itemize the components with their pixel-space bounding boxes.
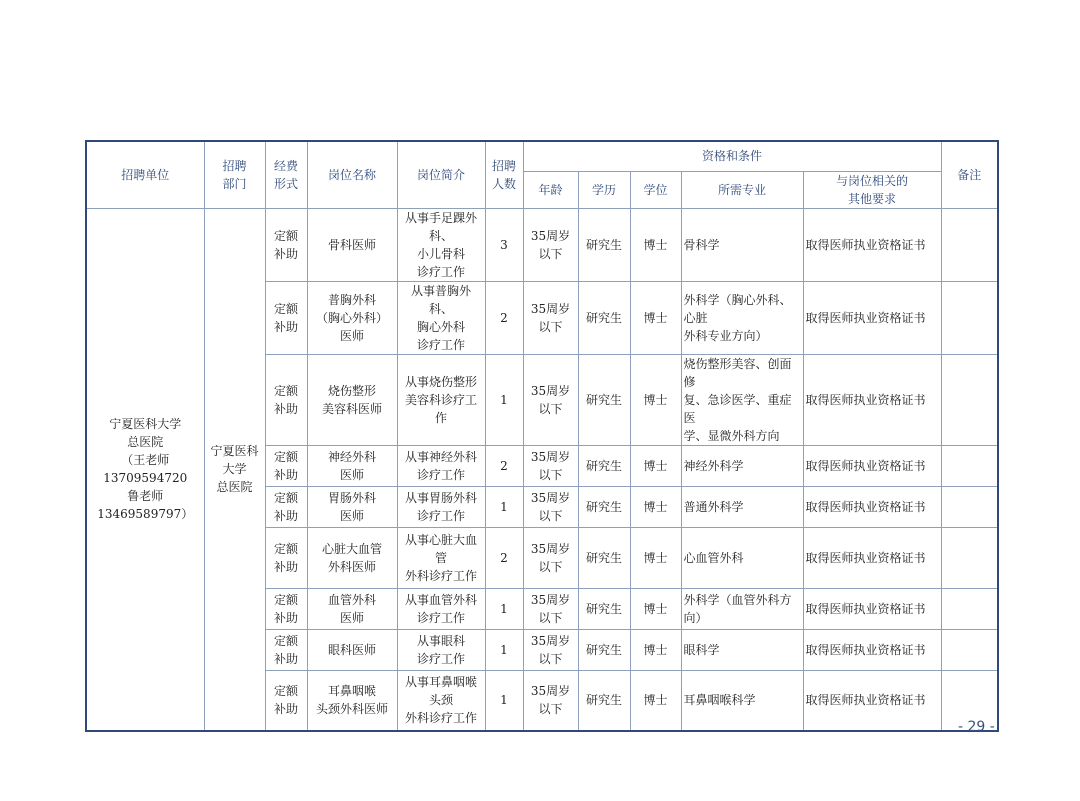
- post-desc-cell: 从事眼科 诊疗工作: [397, 629, 485, 670]
- funding-cell: 定额 补助: [265, 527, 307, 588]
- header-unit: 招聘单位: [86, 141, 204, 208]
- funding-cell: 定额 补助: [265, 208, 307, 281]
- header-post-desc: 岗位简介: [397, 141, 485, 208]
- header-other: 与岗位相关的 其他要求: [803, 171, 941, 208]
- major-cell: 心血管外科: [681, 527, 803, 588]
- other-req-cell: 取得医师执业资格证书: [803, 486, 941, 527]
- education-cell: 研究生: [578, 588, 630, 629]
- other-req-cell: 取得医师执业资格证书: [803, 527, 941, 588]
- degree-cell: 博士: [630, 588, 681, 629]
- education-cell: 研究生: [578, 445, 630, 486]
- count-cell: 1: [485, 588, 523, 629]
- major-cell: 烧伤整形美容、创面修 复、急诊医学、重症医 学、显微外科方向: [681, 354, 803, 445]
- funding-cell: 定额 补助: [265, 629, 307, 670]
- funding-cell: 定额 补助: [265, 670, 307, 731]
- count-cell: 2: [485, 281, 523, 354]
- education-cell: 研究生: [578, 527, 630, 588]
- other-req-cell: 取得医师执业资格证书: [803, 208, 941, 281]
- post-name-cell: 血管外科 医师: [307, 588, 397, 629]
- remark-cell: [941, 354, 998, 445]
- post-name-cell: 烧伤整形 美容科医师: [307, 354, 397, 445]
- age-cell: 35周岁 以下: [523, 445, 578, 486]
- post-desc-cell: 从事神经外科 诊疗工作: [397, 445, 485, 486]
- post-desc-cell: 从事胃肠外科 诊疗工作: [397, 486, 485, 527]
- count-cell: 1: [485, 670, 523, 731]
- post-name-cell: 普胸外科 （胸心外科） 医师: [307, 281, 397, 354]
- degree-cell: 博士: [630, 208, 681, 281]
- other-req-cell: 取得医师执业资格证书: [803, 629, 941, 670]
- header-dept: 招聘 部门: [204, 141, 265, 208]
- table-row: [86, 208, 998, 281]
- post-name-cell: 骨科医师: [307, 208, 397, 281]
- funding-cell: 定额 补助: [265, 445, 307, 486]
- count-cell: 1: [485, 629, 523, 670]
- age-cell: 35周岁 以下: [523, 486, 578, 527]
- recruitment-table: [85, 140, 999, 732]
- post-desc-cell: 从事耳鼻咽喉头颈 外科诊疗工作: [397, 670, 485, 731]
- post-name-cell: 神经外科 医师: [307, 445, 397, 486]
- age-cell: 35周岁 以下: [523, 354, 578, 445]
- table-body: [86, 208, 998, 731]
- age-cell: 35周岁 以下: [523, 208, 578, 281]
- dept-cell: 宁夏医科 大学 总医院: [204, 208, 265, 731]
- header-remarks: 备注: [941, 141, 998, 208]
- other-req-cell: 取得医师执业资格证书: [803, 670, 941, 731]
- other-req-cell: 取得医师执业资格证书: [803, 281, 941, 354]
- header-age: 年龄: [523, 171, 578, 208]
- major-cell: 骨科学: [681, 208, 803, 281]
- count-cell: 3: [485, 208, 523, 281]
- age-cell: 35周岁 以下: [523, 670, 578, 731]
- funding-cell: 定额 补助: [265, 281, 307, 354]
- unit-cell: 宁夏医科大学 总医院 （王老师 13709594720 鲁老师 13469589797）: [86, 208, 204, 731]
- degree-cell: 博士: [630, 281, 681, 354]
- post-desc-cell: 从事血管外科 诊疗工作: [397, 588, 485, 629]
- header-degree: 学位: [630, 171, 681, 208]
- education-cell: 研究生: [578, 281, 630, 354]
- major-cell: 普通外科学: [681, 486, 803, 527]
- degree-cell: 博士: [630, 629, 681, 670]
- count-cell: 1: [485, 354, 523, 445]
- education-cell: 研究生: [578, 629, 630, 670]
- age-cell: 35周岁 以下: [523, 527, 578, 588]
- degree-cell: 博士: [630, 486, 681, 527]
- degree-cell: 博士: [630, 354, 681, 445]
- header-education: 学历: [578, 171, 630, 208]
- post-desc-cell: 从事烧伤整形 美容科诊疗工作: [397, 354, 485, 445]
- post-name-cell: 耳鼻咽喉 头颈外科医师: [307, 670, 397, 731]
- other-req-cell: 取得医师执业资格证书: [803, 354, 941, 445]
- header-post-name: 岗位名称: [307, 141, 397, 208]
- major-cell: 外科学（胸心外科、心脏 外科专业方向）: [681, 281, 803, 354]
- degree-cell: 博士: [630, 445, 681, 486]
- remark-cell: [941, 445, 998, 486]
- header-count: 招聘 人数: [485, 141, 523, 208]
- degree-cell: 博士: [630, 670, 681, 731]
- count-cell: 1: [485, 486, 523, 527]
- header-major: 所需专业: [681, 171, 803, 208]
- age-cell: 35周岁 以下: [523, 588, 578, 629]
- post-desc-cell: 从事心脏大血管 外科诊疗工作: [397, 527, 485, 588]
- other-req-cell: 取得医师执业资格证书: [803, 588, 941, 629]
- major-cell: 外科学（血管外科方向）: [681, 588, 803, 629]
- remark-cell: [941, 208, 998, 281]
- major-cell: 耳鼻咽喉科学: [681, 670, 803, 731]
- funding-cell: 定额 补助: [265, 588, 307, 629]
- header-qualifications: 资格和条件: [523, 141, 941, 171]
- header-funding: 经费 形式: [265, 141, 307, 208]
- count-cell: 2: [485, 445, 523, 486]
- count-cell: 2: [485, 527, 523, 588]
- other-req-cell: 取得医师执业资格证书: [803, 445, 941, 486]
- education-cell: 研究生: [578, 486, 630, 527]
- remark-cell: [941, 281, 998, 354]
- funding-cell: 定额 补助: [265, 486, 307, 527]
- education-cell: 研究生: [578, 670, 630, 731]
- remark-cell: [941, 629, 998, 670]
- major-cell: 神经外科学: [681, 445, 803, 486]
- page-number: - 29 -: [958, 719, 995, 735]
- post-name-cell: 胃肠外科 医师: [307, 486, 397, 527]
- post-name-cell: 眼科医师: [307, 629, 397, 670]
- major-cell: 眼科学: [681, 629, 803, 670]
- age-cell: 35周岁 以下: [523, 629, 578, 670]
- remark-cell: [941, 486, 998, 527]
- post-desc-cell: 从事手足踝外科、 小儿骨科 诊疗工作: [397, 208, 485, 281]
- funding-cell: 定额 补助: [265, 354, 307, 445]
- post-desc-cell: 从事普胸外科、 胸心外科 诊疗工作: [397, 281, 485, 354]
- degree-cell: 博士: [630, 527, 681, 588]
- age-cell: 35周岁 以下: [523, 281, 578, 354]
- remark-cell: [941, 588, 998, 629]
- remark-cell: [941, 527, 998, 588]
- education-cell: 研究生: [578, 208, 630, 281]
- post-name-cell: 心脏大血管 外科医师: [307, 527, 397, 588]
- education-cell: 研究生: [578, 354, 630, 445]
